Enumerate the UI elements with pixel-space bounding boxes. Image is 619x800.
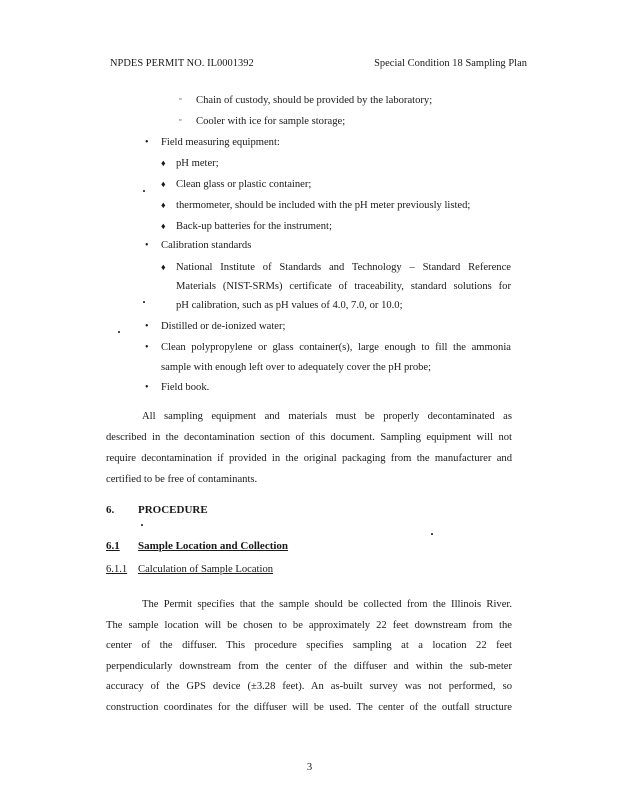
scan-speck <box>118 331 120 333</box>
list-item: Field measuring equipment: <box>161 137 280 148</box>
scan-speck <box>143 190 145 192</box>
paragraph-line: accuracy of the GPS device (±3.28 feet). An as-built survey was not performed, so <box>106 681 512 692</box>
list-item: thermometer, should be included with the pH meter previously listed; <box>176 200 471 211</box>
section-number: 6. <box>106 504 115 516</box>
page-number: 3 <box>306 762 313 773</box>
square-bullet-icon: ▫ <box>179 116 182 124</box>
list-item: Distilled or de-ionized water; <box>161 321 286 332</box>
diamond-bullet-icon: ♦ <box>161 158 166 168</box>
header-plan-title: Special Condition 18 Sampling Plan <box>374 58 527 69</box>
list-item: Clean glass or plastic container; <box>176 179 312 190</box>
diamond-bullet-icon: ♦ <box>161 262 166 272</box>
paragraph-line: All sampling equipment and materials must be properly decontaminated as <box>142 411 512 422</box>
diamond-bullet-icon: ♦ <box>161 221 166 231</box>
list-item-line: pH calibration, such as pH values of 4.0, 7.0, or 10.0; <box>176 300 403 311</box>
list-item: pH meter; <box>176 158 219 169</box>
scan-speck <box>141 524 143 526</box>
list-item: Chain of custody, should be provided by the laboratory; <box>196 95 433 106</box>
subsection-number: 6.1 <box>106 540 120 552</box>
list-item: Field book. <box>161 382 210 393</box>
header-permit-number: NPDES PERMIT NO. IL0001392 <box>110 58 254 69</box>
bullet-icon: • <box>145 321 149 332</box>
list-item-line: Clean polypropylene or glass container(s), large enough to fill the ammonia <box>161 342 511 353</box>
scan-speck <box>143 301 145 303</box>
square-bullet-icon: ▫ <box>179 95 182 103</box>
subsubsection-title: Calculation of Sample Location <box>138 564 274 575</box>
list-item-line: Materials (NIST-SRMs) certificate of traceability, standard solutions for <box>176 281 511 292</box>
bullet-icon: • <box>145 137 149 148</box>
section-title: PROCEDURE <box>138 504 208 516</box>
bullet-icon: • <box>145 342 149 353</box>
list-item: Calibration standards <box>161 240 252 251</box>
subsection-title: Sample Location and Collection <box>138 540 289 552</box>
scan-speck <box>431 533 433 535</box>
paragraph-line: construction coordinates for the diffuser will be used. The center of the outfall structure <box>106 702 512 713</box>
paragraph-line: described in the decontamination section of this document. Sampling equipment will not <box>106 432 512 443</box>
paragraph-line: The Permit specifies that the sample should be collected from the Illinois River. <box>142 599 512 610</box>
paragraph-line: perpendicularly downstream from the center of the diffuser and within the sub-meter <box>106 661 512 672</box>
list-item-line: National Institute of Standards and Technology – Standard Reference <box>176 262 511 273</box>
diamond-bullet-icon: ♦ <box>161 179 166 189</box>
list-item-line: sample with enough left over to adequately cover the pH probe; <box>161 362 432 373</box>
list-item: Back-up batteries for the instrument; <box>176 221 332 232</box>
list-item: Cooler with ice for sample storage; <box>196 116 346 127</box>
paragraph-line: center of the diffuser. This procedure specifies sampling at a location 22 feet <box>106 640 512 651</box>
diamond-bullet-icon: ♦ <box>161 200 166 210</box>
paragraph-line: require decontamination if provided in the original packaging from the manufacturer and <box>106 453 512 464</box>
bullet-icon: • <box>145 382 149 393</box>
paragraph-line: certified to be free of contaminants. <box>106 474 258 485</box>
bullet-icon: • <box>145 240 149 251</box>
subsubsection-number: 6.1.1 <box>106 564 128 575</box>
paragraph-line: The sample location will be chosen to be approximately 22 feet downstream from the <box>106 620 512 631</box>
